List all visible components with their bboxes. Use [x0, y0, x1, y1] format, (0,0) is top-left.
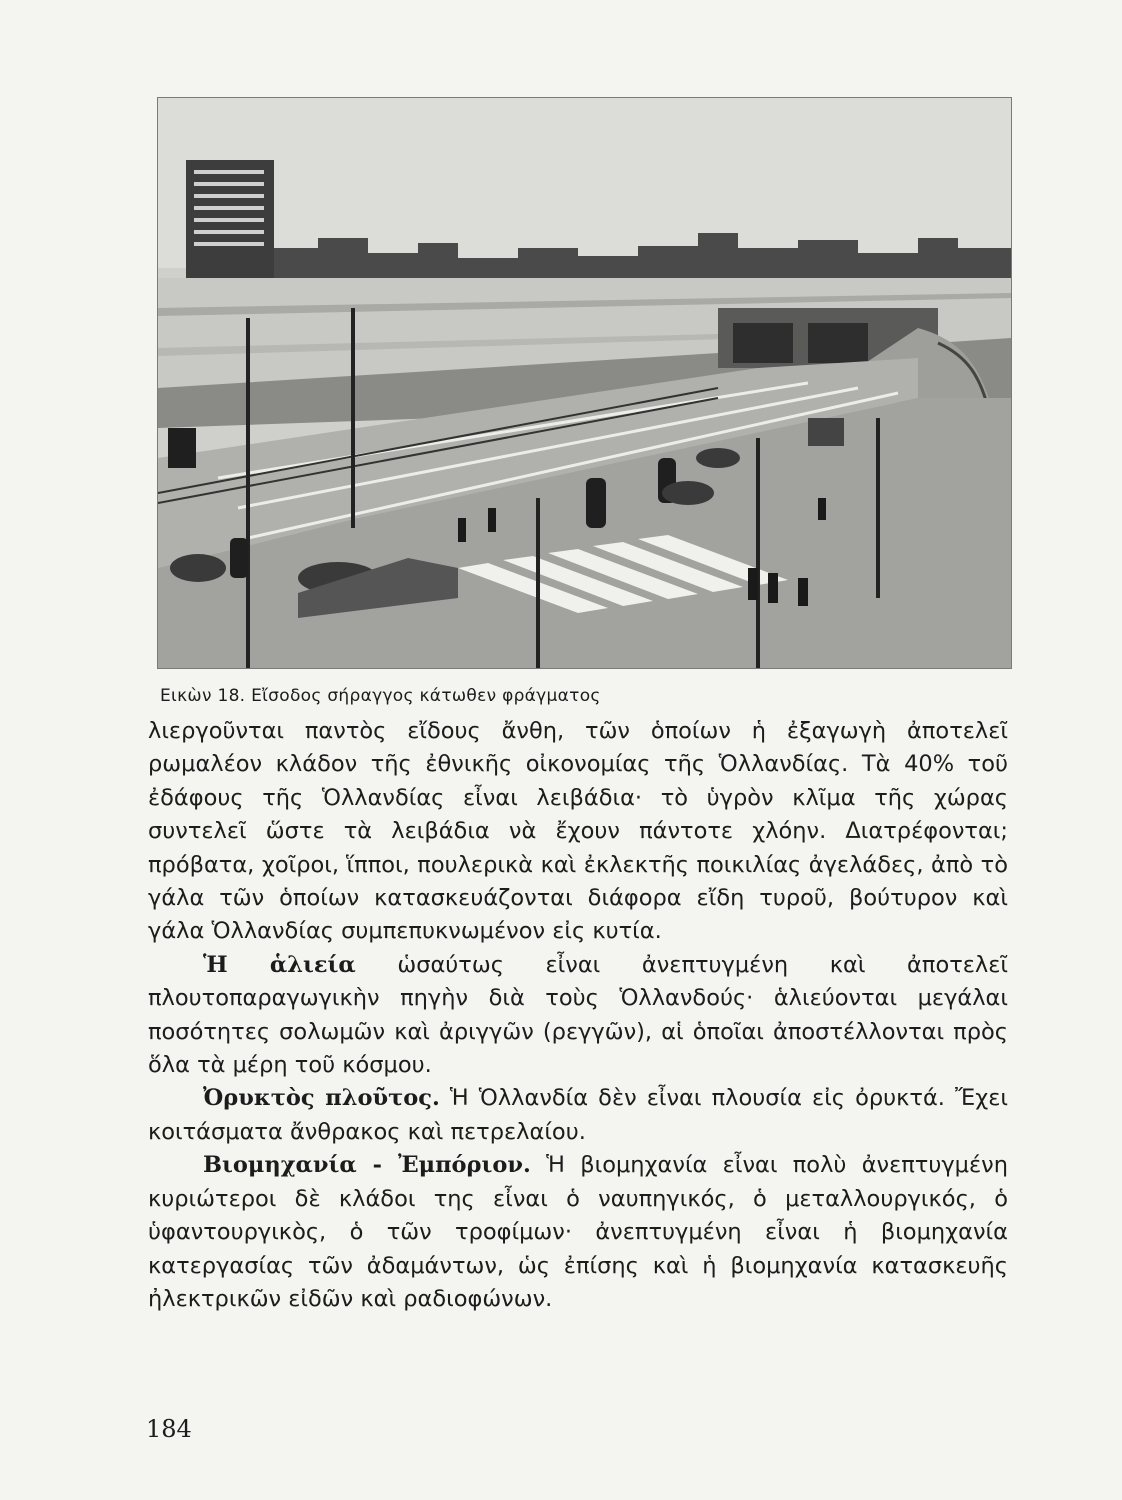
paragraph: [148, 949, 1008, 1083]
body-text: [148, 715, 1008, 1316]
paragraph-text: ὡσαύτως εἶναι ἀνεπτυγμένη καὶ ἀποτελεῖ πλουτοπαραγωγικὴν πηγὴν διὰ τοὺς Ὁλλανδούς· ἁλιεύονται μεγάλαι ποσότητες σολωμῶν καὶ ἀριγγῶν (ρεγγῶν), αἱ ὁποῖαι ἀποστέλλονται πρὸς ὅλα τὰ μέρη τοῦ κόσμου.: [148, 951, 1009, 1079]
photo-sign: [168, 428, 196, 468]
figure-photo: [157, 97, 1012, 669]
page-number: 184: [146, 1415, 192, 1443]
paragraph-text: Ἡ Ὁλλανδία δὲν εἶναι πλουσία εἰς ὀρυκτά. Ἔχει κοιτάσματα ἄνθρακος καὶ πετρελαίου.: [148, 1085, 1008, 1145]
paragraph: [148, 715, 1008, 949]
paragraph: [148, 1149, 1008, 1316]
paragraph-lead: Ἡ ἁλιεία: [203, 951, 356, 978]
photo-sky: [158, 98, 1011, 268]
figure-caption: Εικὼν 18. Εἴσοδος σήραγγος κάτωθεν φράγματος: [160, 686, 601, 706]
paragraph: [148, 1082, 1008, 1149]
paragraph-text: Ἡ βιομηχανία εἶναι πολὺ ἀνεπτυγμένη κυριώτεροι δὲ κλάδοι της εἶναι ὁ ναυπηγικός, ὁ μεταλλουργικός, ὁ ὑφαντουργικὸς, ὁ τῶν τροφίμων· ἀνεπτυγμένη εἶναι ἡ βιομηχανία κατεργασίας τῶν ἀδαμάντων, ὡς ἐπίσης καὶ ἡ βιομηχανία κατασκευῆς ἠλεκτρικῶν εἰδῶν καὶ ραδιοφώνων.: [148, 1152, 1008, 1312]
paragraph-text: λιεργοῦνται παντὸς εἴδους ἄνθη, τῶν ὁποίων ἡ ἐξαγωγὴ ἀποτελεῖ ρωμαλέον κλάδον τῆς ἐθνικῆς οἰκονομίας τῆς Ὁλλανδίας. Τὰ 40% τοῦ ἐδάφους τῆς Ὁλλανδίας εἶναι λειβάδια· τὸ ὑγρὸν κλῖμα τῆς χώρας συντελεῖ ὥστε τὰ λειβάδια νὰ ἔχουν πάντοτε χλόην. Διατρέφονται; πρόβατα, χοῖροι, ἵπποι, πουλερικὰ καὶ ἐκλεκτῆς ποικιλίας ἀγελάδες, ἀπὸ τὸ γάλα τῶν ὁποίων κατασκευάζονται διάφορα εἴδη τυροῦ, βούτυρον καὶ γάλα Ὁλλανδίας συμπεπυκνωμένον εἰς κυτία.: [148, 718, 1008, 945]
paragraph-lead: Βιομηχανία - Ἐμπόριον.: [203, 1152, 531, 1179]
paragraph-lead: Ὀρυκτὸς πλοῦτος.: [203, 1085, 440, 1112]
